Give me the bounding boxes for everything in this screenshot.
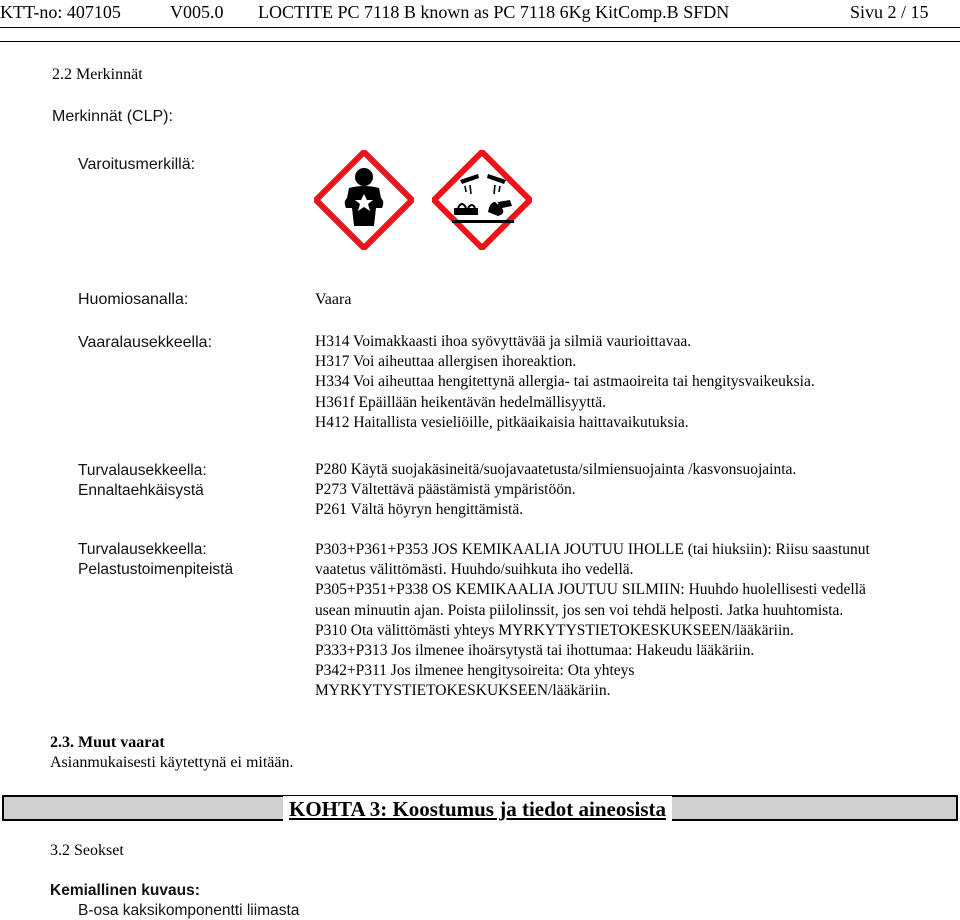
- section-3-2-heading: 3.2 Seokset: [50, 842, 124, 859]
- hazard-statement: H314 Voimakkaasti ihoa syövyttävää ja silmiä vaurioittavaa.: [315, 333, 692, 350]
- prevention-statement: P261 Vältä höyryn hengittämistä.: [315, 501, 524, 519]
- hazard-statement: H334 Voi aiheuttaa hengitettynä allergia- tai astmaoireita tai hengitysvaikeuksia.: [315, 373, 815, 391]
- section-3-title: KOHTA 3: Koostumus ja tiedot aineosista: [283, 796, 672, 824]
- response-line: vaatetus välittömästi. Huuhdo/suihkuta iho vedellä.: [315, 561, 634, 579]
- prevention-label-line-1: Turvalausekkeella:: [78, 462, 207, 479]
- header-divider-2: [0, 41, 960, 42]
- section-2-3-text: Asianmukaisesti käytettynä ei mitään.: [50, 754, 294, 771]
- pictograms-label: Varoitusmerkillä:: [78, 156, 196, 173]
- section-2-3-heading: 2.3. Muut vaarat: [50, 734, 165, 751]
- response-label: [78, 540, 233, 580]
- prevention-statement: P273 Vältettävä päästämistä ympäristöön.: [315, 481, 576, 499]
- signal-word: Vaara: [315, 291, 352, 308]
- hazard-statement: H412 Haitallista vesieliöille, pitkäaikaisia haittavaikutuksia.: [315, 413, 689, 431]
- document-id: KTT-no: 407105: [0, 2, 121, 22]
- hazard-statements-label: Vaaralausekkeella:: [78, 334, 213, 351]
- response-line: P310 Ota välittömästi yhteys MYRKYTYSTIETOKESKUKSEEN/lääkäriin.: [315, 621, 794, 639]
- signal-word-label: Huomiosanalla:: [78, 291, 189, 308]
- header-divider-1: [0, 27, 960, 28]
- clp-label: Merkinnät (CLP):: [52, 108, 173, 125]
- prevention-statement: P280 Käytä suojakäsineitä/suojavaatetusta/silmiensuojainta /kasvonsuojainta.: [315, 461, 797, 478]
- section-2-2-heading: 2.2 Merkinnät: [52, 66, 143, 83]
- response-line: usean minuutin ajan. Poista piilolinssit, jos sen voi tehdä helposti. Jatka huuhtomista.: [315, 601, 844, 619]
- health-hazard-pictogram: [314, 150, 414, 250]
- prevention-label: [78, 461, 207, 501]
- hazard-statements: [315, 332, 815, 433]
- response-line: P305+P351+P338 OS KEMIKAALIA JOUTUU SILMIIN: Huuhdo huolellisesti vedellä: [315, 581, 866, 599]
- response-line: P342+P311 Jos ilmenee hengitysoireita: Ota yhteys: [315, 662, 635, 680]
- page-number: Sivu 2 / 15: [850, 2, 929, 22]
- response-line: P333+P313 Jos ilmenee ihoärsytystä tai ihottumaa: Hakeudu lääkäriin.: [315, 642, 755, 660]
- hazard-statement: H317 Voi aiheuttaa allergisen ihoreaktion.: [315, 353, 577, 371]
- corrosion-pictogram: [432, 150, 532, 250]
- chemical-description-label: Kemiallinen kuvaus:: [50, 882, 200, 899]
- response-label-line-1: Turvalausekkeella:: [78, 541, 207, 558]
- document-version: V005.0: [170, 2, 224, 22]
- prevention-statements: [315, 460, 796, 521]
- response-line: MYRKYTYSTIETOKESKUKSEEN/lääkäriin.: [315, 682, 611, 700]
- hazard-statement: H361f Epäillään heikentävän hedelmällisyyttä.: [315, 393, 606, 411]
- response-statements: [315, 540, 870, 702]
- product-name: LOCTITE PC 7118 B known as PC 7118 6Kg KitComp.B SFDN: [258, 2, 730, 22]
- prevention-label-line-2: Ennaltaehkäisystä: [78, 482, 204, 499]
- response-line: P303+P361+P353 JOS KEMIKAALIA JOUTUU IHOLLE (tai hiuksiin): Riisu saastunut: [315, 541, 870, 558]
- response-label-line-2: Pelastustoimenpiteistä: [78, 561, 234, 578]
- chemical-description-value: B-osa kaksikomponentti liimasta: [78, 902, 300, 919]
